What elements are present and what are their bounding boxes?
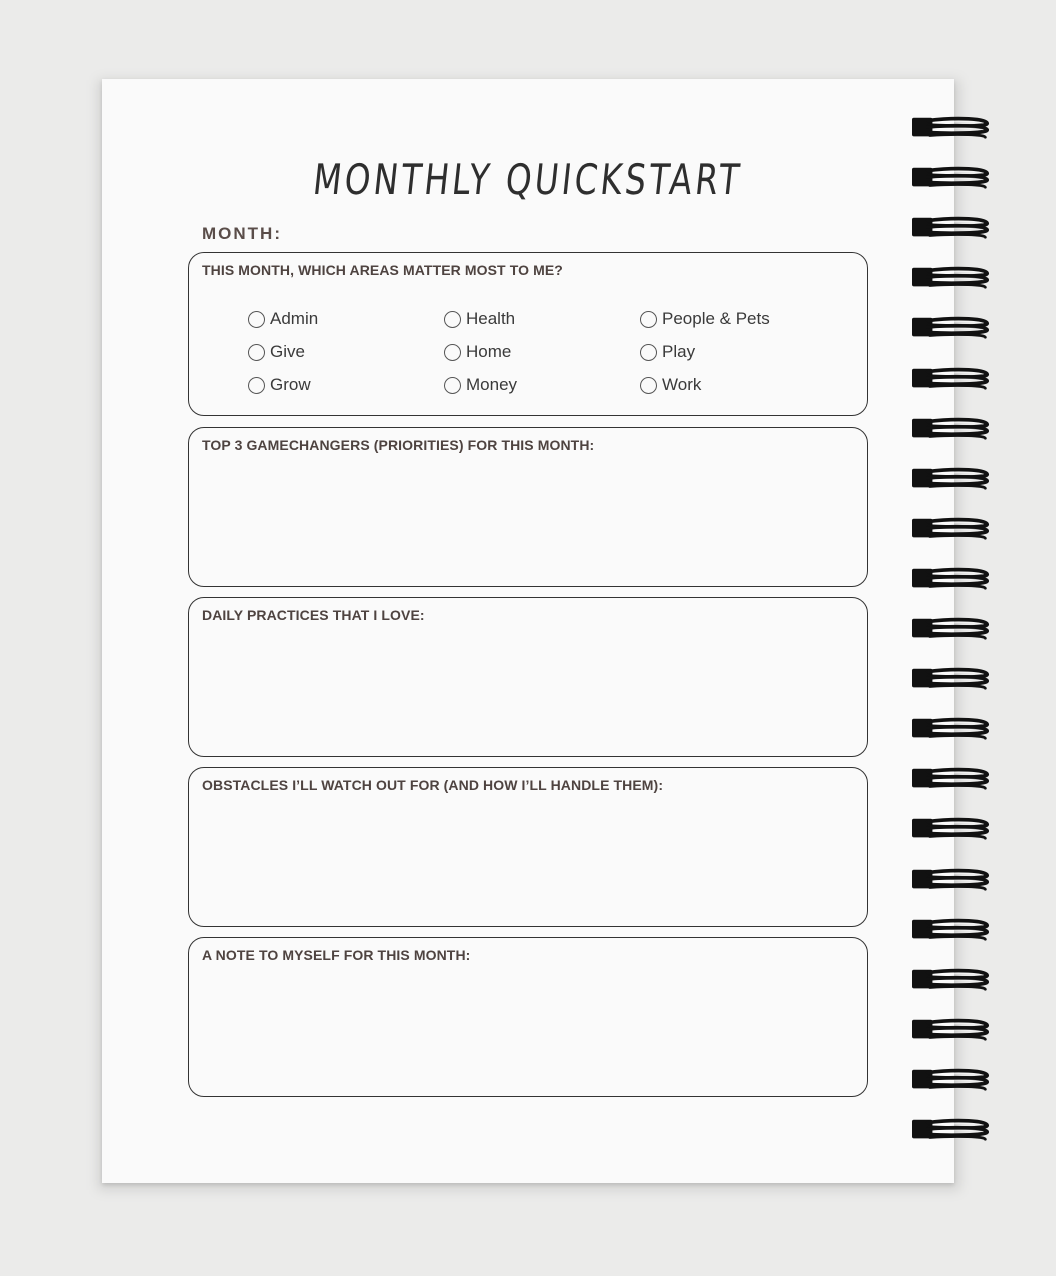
spiral-coil-icon bbox=[908, 516, 994, 542]
spiral-coil-icon bbox=[908, 265, 994, 291]
spiral-coil-icon bbox=[908, 366, 994, 392]
spiral-coil-icon bbox=[908, 215, 994, 241]
section-label: A NOTE TO MYSELF FOR THIS MONTH: bbox=[202, 947, 471, 963]
section-gamechangers[interactable] bbox=[188, 427, 868, 587]
section-obstacles[interactable] bbox=[188, 767, 868, 927]
section-label: TOP 3 GAMECHANGERS (PRIORITIES) FOR THIS MONTH: bbox=[202, 437, 595, 453]
option-grow[interactable] bbox=[248, 375, 311, 395]
option-label: Health bbox=[466, 309, 516, 328]
areas-label: THIS MONTH, WHICH AREAS MATTER MOST TO ME? bbox=[202, 262, 563, 278]
areas-box bbox=[188, 252, 868, 416]
spiral-coil-icon bbox=[908, 616, 994, 642]
option-label: Work bbox=[662, 375, 702, 394]
checkbox-circle-icon[interactable] bbox=[444, 344, 461, 361]
checkbox-circle-icon[interactable] bbox=[640, 377, 657, 394]
option-label: Give bbox=[270, 342, 305, 361]
spiral-coil-icon bbox=[908, 1117, 994, 1143]
option-work[interactable] bbox=[640, 375, 701, 395]
spiral-coil-icon bbox=[908, 867, 994, 893]
checkbox-circle-icon[interactable] bbox=[248, 377, 265, 394]
spiral-coil-icon bbox=[908, 1017, 994, 1043]
spiral-coil-icon bbox=[908, 816, 994, 842]
option-label: People & Pets bbox=[662, 309, 770, 328]
spiral-coil-icon bbox=[908, 716, 994, 742]
section-label: DAILY PRACTICES THAT I LOVE: bbox=[202, 607, 425, 623]
section-daily-practices[interactable] bbox=[188, 597, 868, 757]
page-title-text: MONTHLY QUICKSTART bbox=[311, 155, 745, 204]
checkbox-circle-icon[interactable] bbox=[444, 377, 461, 394]
month-label: MONTH: bbox=[202, 224, 282, 243]
option-label: Grow bbox=[270, 375, 311, 394]
spiral-coil-icon bbox=[908, 315, 994, 341]
spiral-coil-icon bbox=[908, 566, 994, 592]
option-health[interactable] bbox=[444, 309, 515, 329]
checkbox-circle-icon[interactable] bbox=[640, 311, 657, 328]
option-play[interactable] bbox=[640, 342, 695, 362]
option-label: Money bbox=[466, 375, 518, 394]
spiral-coil-icon bbox=[908, 115, 994, 141]
section-label: OBSTACLES I’LL WATCH OUT FOR (AND HOW I’LL HANDLE THEM): bbox=[202, 777, 664, 793]
checkbox-circle-icon[interactable] bbox=[248, 344, 265, 361]
spiral-coil-icon bbox=[908, 666, 994, 692]
checkbox-circle-icon[interactable] bbox=[248, 311, 265, 328]
option-label: Home bbox=[466, 342, 512, 361]
option-label: Admin bbox=[270, 309, 319, 328]
option-home[interactable] bbox=[444, 342, 511, 362]
spiral-coil-icon bbox=[908, 766, 994, 792]
option-money[interactable] bbox=[444, 375, 517, 395]
option-admin[interactable] bbox=[248, 309, 318, 329]
spiral-coil-icon bbox=[908, 165, 994, 191]
checkbox-circle-icon[interactable] bbox=[444, 311, 461, 328]
spiral-coil-icon bbox=[908, 466, 994, 492]
checkbox-circle-icon[interactable] bbox=[640, 344, 657, 361]
option-label: Play bbox=[662, 342, 696, 361]
spiral-coil-icon bbox=[908, 967, 994, 993]
section-note-to-self[interactable] bbox=[188, 937, 868, 1097]
page-title bbox=[0, 155, 1056, 204]
option-give[interactable] bbox=[248, 342, 305, 362]
option-people-pets[interactable] bbox=[640, 309, 770, 329]
spiral-coil-icon bbox=[908, 1067, 994, 1093]
spiral-coil-icon bbox=[908, 416, 994, 442]
spiral-coil-icon bbox=[908, 917, 994, 943]
